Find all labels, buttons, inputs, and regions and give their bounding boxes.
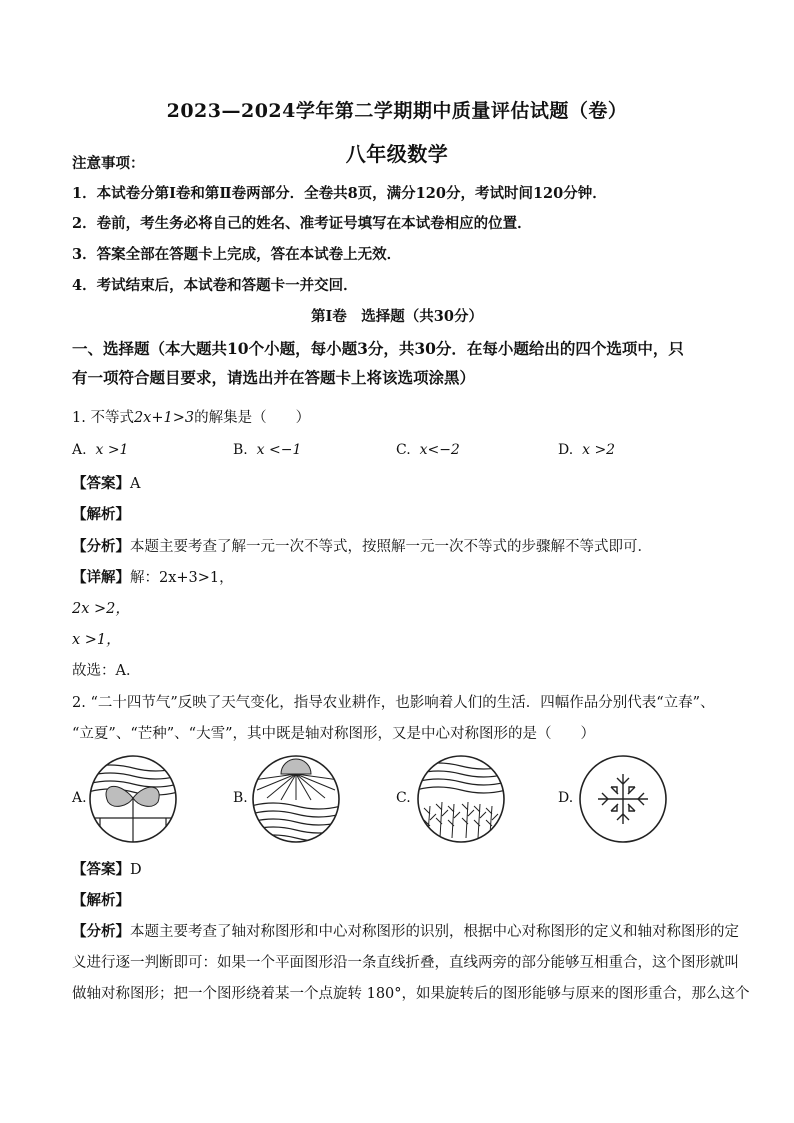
note-item-3: 3．答案全部在答题卡上完成，答在本试卷上无效． [72, 246, 402, 263]
q2-stem-1: 2. “二十四节气”反映了天气变化，指导农业耕作，也影响着人们的生活．四幅作品分别代表“立春”、 [72, 695, 715, 711]
section-instruction-1: 一、选择题（本大题共10个小题，每小题3分，共30分．在每小题给出的四个选项中，只 [72, 339, 684, 358]
q2-fenxi-1 [72, 920, 739, 941]
page-title: 2023—2024学年第二学期期中质量评估试题（卷） [166, 100, 628, 122]
note-item-4: 4．考试结束后，本试卷和答题卡一并交回． [72, 277, 358, 294]
q1-option-d-label: D. [558, 442, 574, 458]
note-item-2: 2．卷前，考生务必将自己的姓名、准考证号填写在本试卷相应的位置． [72, 215, 532, 232]
q1-option-b [233, 442, 301, 458]
q1-xiangjie-tag: 【详解】 [72, 569, 130, 586]
q1-conclusion: 故选：A． [72, 663, 141, 679]
q1-step-2: x >1， [72, 632, 121, 648]
q2-option-b-label: B. [233, 790, 248, 806]
q2-option-c-label: C. [396, 790, 411, 806]
sprout-icon [88, 754, 178, 844]
q2-answer-value: D [130, 862, 142, 878]
q1-stem-suffix: 的解集是（ ） [194, 410, 311, 426]
q1-fenxi [72, 535, 732, 556]
q2-stem-2: “立夏”、“芒种”、“大雪”，其中既是轴对称图形，又是中心对称图形的是（ ） [72, 726, 595, 742]
section-title: 第Ⅰ卷 选择题（共30分） [311, 308, 483, 325]
q1-stem [72, 406, 732, 427]
q1-option-a-label: A. [72, 442, 87, 458]
q1-option-d [558, 442, 615, 458]
q1-xiangjie-text: 解：2x+3>1， [130, 570, 234, 586]
q2-answer [72, 858, 732, 879]
q1-step-1: 2x >2， [72, 601, 130, 617]
q2-analysis-tag: 【解析】 [72, 892, 130, 909]
snowflake-icon [578, 754, 668, 844]
notes-heading: 注意事项： [72, 155, 145, 172]
q2-fenxi-2: 义进行逐一判断即可：如果一个平面图形沿一条直线折叠，直线两旁的部分能够互相重合，这个图形就叫 [72, 955, 739, 971]
q1-fenxi-text: 本题主要考查了解一元一次不等式，按照解一元一次不等式的步骤解不等式即可． [130, 539, 652, 555]
q1-option-d-value: x >2 [582, 442, 616, 458]
q1-option-c-label: C. [396, 442, 411, 458]
q1-option-a [72, 442, 128, 458]
note-item-1: 1．本试卷分第Ⅰ卷和第Ⅱ卷两部分．全卷共8页，满分120分，考试时间120分钟． [72, 185, 607, 202]
q1-answer-value: A [130, 476, 141, 492]
grain-field-icon [416, 754, 506, 844]
q2-fenxi-tag: 【分析】 [72, 923, 130, 940]
section-instruction-2: 有一项符合题目要求，请选出并在答题卡上将该选项涂黑） [72, 368, 476, 387]
q1-answer-tag: 【答案】 [72, 475, 130, 492]
q1-option-b-value: x <−1 [256, 442, 302, 458]
q1-xiangjie [72, 566, 732, 587]
q2-fenxi-text-1: 本题主要考查了轴对称图形和中心对称图形的识别，根据中心对称图形的定义和轴对称图形的定 [130, 924, 739, 940]
q2-answer-tag: 【答案】 [72, 861, 130, 878]
q1-analysis-tag: 【解析】 [72, 506, 130, 523]
q1-answer [72, 472, 732, 493]
page-subtitle: 八年级数学 [345, 142, 449, 166]
sun-icon [251, 754, 341, 844]
q1-option-c [396, 442, 460, 458]
q1-fenxi-tag: 【分析】 [72, 538, 130, 555]
q1-option-a-value: x >1 [95, 442, 129, 458]
q2-option-d-label: D. [558, 790, 574, 806]
q1-option-c-value: x<−2 [419, 442, 460, 458]
q2-fenxi-3: 做轴对称图形；把一个图形绕着某一个点旋转 180°，如果旋转后的图形能够与原来的图形重合，那么这个 [72, 986, 750, 1002]
q1-stem-prefix: 1. 不等式 [72, 410, 134, 426]
q1-option-b-label: B. [233, 442, 248, 458]
q2-option-a-label: A. [72, 790, 87, 806]
q1-stem-math: 2x+1>3 [133, 410, 195, 426]
